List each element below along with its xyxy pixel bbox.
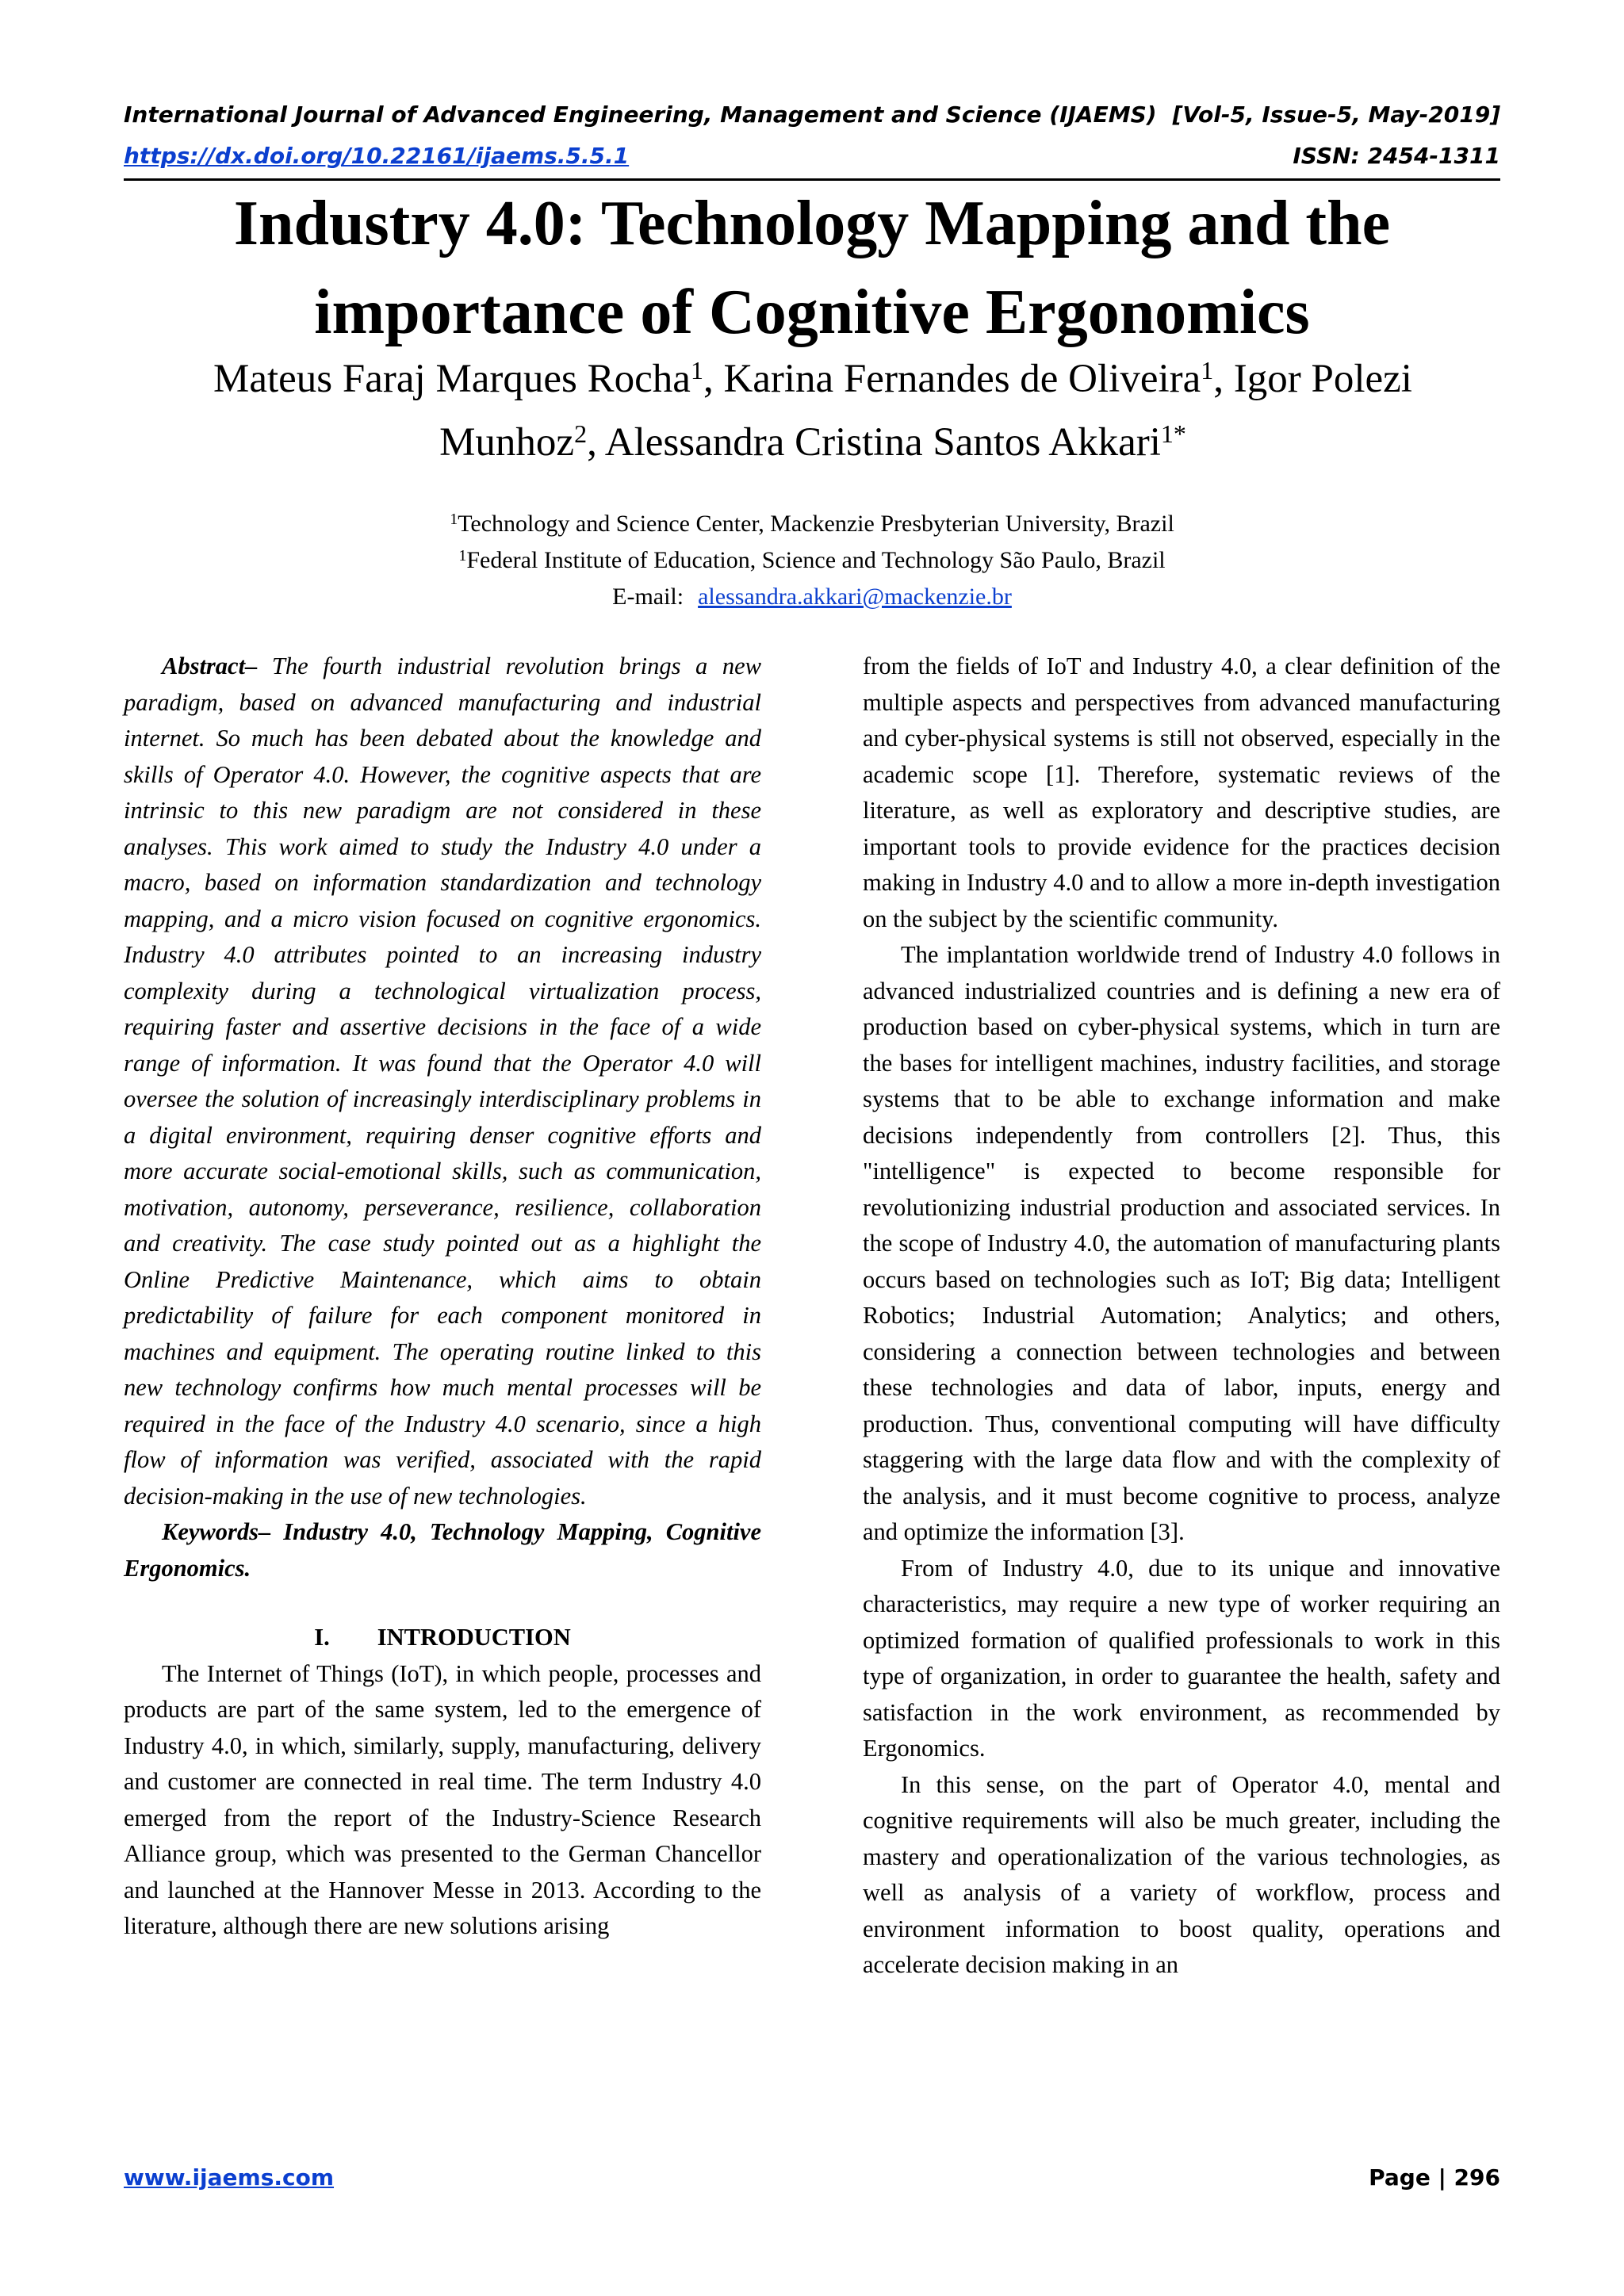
abstract-label: Abstract– xyxy=(162,652,258,679)
author-affiliation-mark: 1 xyxy=(1201,356,1214,385)
email-link[interactable]: alessandra.akkari@mackenzie.br xyxy=(698,584,1012,610)
title-line-2: importance of Cognitive Ergonomics xyxy=(314,277,1310,347)
title-line-1: Industry 4.0: Technology Mapping and the xyxy=(233,189,1391,258)
author-affiliation-mark: 1 xyxy=(690,356,703,385)
abstract-text: The fourth industrial revolution brings a new paradigm, based on advanced manufacturing and industrial internet. So much has been debated about the knowledge and skills of Operator 4.0. However, the cognitive aspects that are intrinsic to this new paradigm are not considered in these analyses. This work aimed to study the Industry 4.0 under a macro, based on information standardization and technology mapping, and a micro vision focused on cognitive ergonomics. Industry 4.0 attributes pointed to an increasing industry complexity during a technological virtualization process, requiring faster and assertive decisions in the face of a wide range of information. It was found that the Operator 4.0 will oversee the solution of increasingly interdisciplinary problems in a digital environment, requiring denser cognitive efforts and more accurate social-emotional skills, such as communication, motivation, autonomy, perseverance, resilience, collaboration and creativity. The case study pointed out as a highlight the Online Predictive Maintenance, which aims to obtain predictability of failure for each component monitored in machines and equipment. The operating routine linked to this new technology confirms how much mental processes will be required in the face of the Industry 4.0 scenario, since a high flow of information was verified, associated with the rapid decision-making in the use of new technologies. xyxy=(124,652,761,1510)
affiliation-text: Technology and Science Center, Mackenzie Presbyterian University, Brazil xyxy=(458,511,1174,537)
abstract xyxy=(124,649,761,1514)
doi-link[interactable]: https://dx.doi.org/10.22161/ijaems.5.5.1 xyxy=(124,143,630,169)
paper-title xyxy=(124,179,1500,357)
author-name: Igor Polezi Munhoz xyxy=(439,357,1412,465)
keywords xyxy=(124,1514,761,1586)
author-separator: , xyxy=(587,420,605,465)
author-name: Karina Fernandes de Oliveira xyxy=(723,357,1201,401)
author-separator: , xyxy=(1213,357,1234,401)
paragraph: In this sense, on the part of Operator 4.0, mental and cognitive requirements will also be much greater, including the mastery and operationalization of the various technologies, as well as analysis of a variety of workflow, process and environment information to boost quality, operations and accelerate decision making in an xyxy=(863,1770,1500,1978)
affiliation-mark: 1 xyxy=(450,511,458,528)
right-column xyxy=(863,649,1500,1984)
paragraph: The implantation worldwide trend of Industry 4.0 follows in advanced industrialized countries and is defining a new era of production based on cyber-physical systems, which in turn are the bases for intelligent machines, industry facilities, and storage systems that to be able to exchange information and make decisions independently from controllers [2]. Thus, this "intelligence" is expected to become responsible for revolutionizing industrial production and associated services. In the scope of Industry 4.0, the automation of manufacturing plants occurs based on technologies such as IoT; Big data; Intelligent Robotics; Industrial Automation; Analytics; and others, considering a connection between technologies and between these technologies and data of labor, inputs, energy and production. Thus, conventional computing will have difficulty staggering with the large data flow and with the complexity of the analysis, and it must become cognitive to process, analyze and optimize the information [3]. xyxy=(863,941,1500,1545)
section-number: I. xyxy=(314,1624,330,1651)
affiliation-mark: 1 xyxy=(458,547,467,564)
left-column xyxy=(124,649,761,1945)
author-name: Mateus Faraj Marques Rocha xyxy=(213,357,691,401)
author-affiliation-mark: 1* xyxy=(1160,419,1186,448)
paragraph: From of Industry 4.0, due to its unique and innovative characteristics, may require a new type of worker requiring an optimized formation of qualified professionals to work in this type of organization, in order to guarantee the health, safety and satisfaction in the work environment, as recommended by Ergonomics. xyxy=(863,1554,1500,1762)
paragraph: The Internet of Things (IoT), in which people, processes and products are part of the same system, led to the emergence of Industry 4.0, in which, similarly, supply, manufacturing, delivery and customer are connected in real time. The term Industry 4.0 emerged from the report of the Industry-Science Research Alliance group, which was presented to the German Chancellor and launched at the Hannover Messe in 2013. According to the literature, although there are new solutions arising xyxy=(124,1659,761,1939)
volume-issue: [Vol-5, Issue-5, May-2019] xyxy=(1172,101,1500,128)
section-title: INTRODUCTION xyxy=(377,1624,571,1651)
affiliation-2 xyxy=(124,542,1500,579)
keywords-text: Industry 4.0, Technology Mapping, Cognitive Ergonomics. xyxy=(124,1518,762,1582)
section-heading xyxy=(124,1620,761,1656)
site-link[interactable]: www.ijaems.com xyxy=(124,2164,335,2191)
keywords-label: Keywords– xyxy=(162,1518,271,1545)
email-label: E-mail: xyxy=(612,584,684,610)
paragraph: from the fields of IoT and Industry 4.0, a clear definition of the multiple aspects and perspectives from advanced manufacturing and cyber-physical systems is still not observed, especially in the academic scope [1]. Therefore, systematic reviews of the literature, as well as exploratory and descriptive studies, are important tools to provide evidence for the practices decision making in Industry 4.0 and to allow a more in-depth investigation on the subject by the scientific community. xyxy=(863,652,1500,932)
affiliation-1 xyxy=(124,506,1500,542)
author-separator: , xyxy=(703,357,724,401)
email-line xyxy=(124,579,1500,615)
author-name: Alessandra Cristina Santos Akkari xyxy=(604,420,1161,465)
author-affiliation-mark: 2 xyxy=(574,419,588,448)
author-list xyxy=(174,347,1451,474)
page-number: Page | 296 xyxy=(1369,2164,1500,2191)
issn: ISSN: 2454-1311 xyxy=(1293,143,1500,169)
affiliation-text: Federal Institute of Education, Science and Technology São Paulo, Brazil xyxy=(466,547,1166,573)
journal-name: International Journal of Advanced Engineering, Management and Science (IJAEMS) xyxy=(124,101,1157,128)
